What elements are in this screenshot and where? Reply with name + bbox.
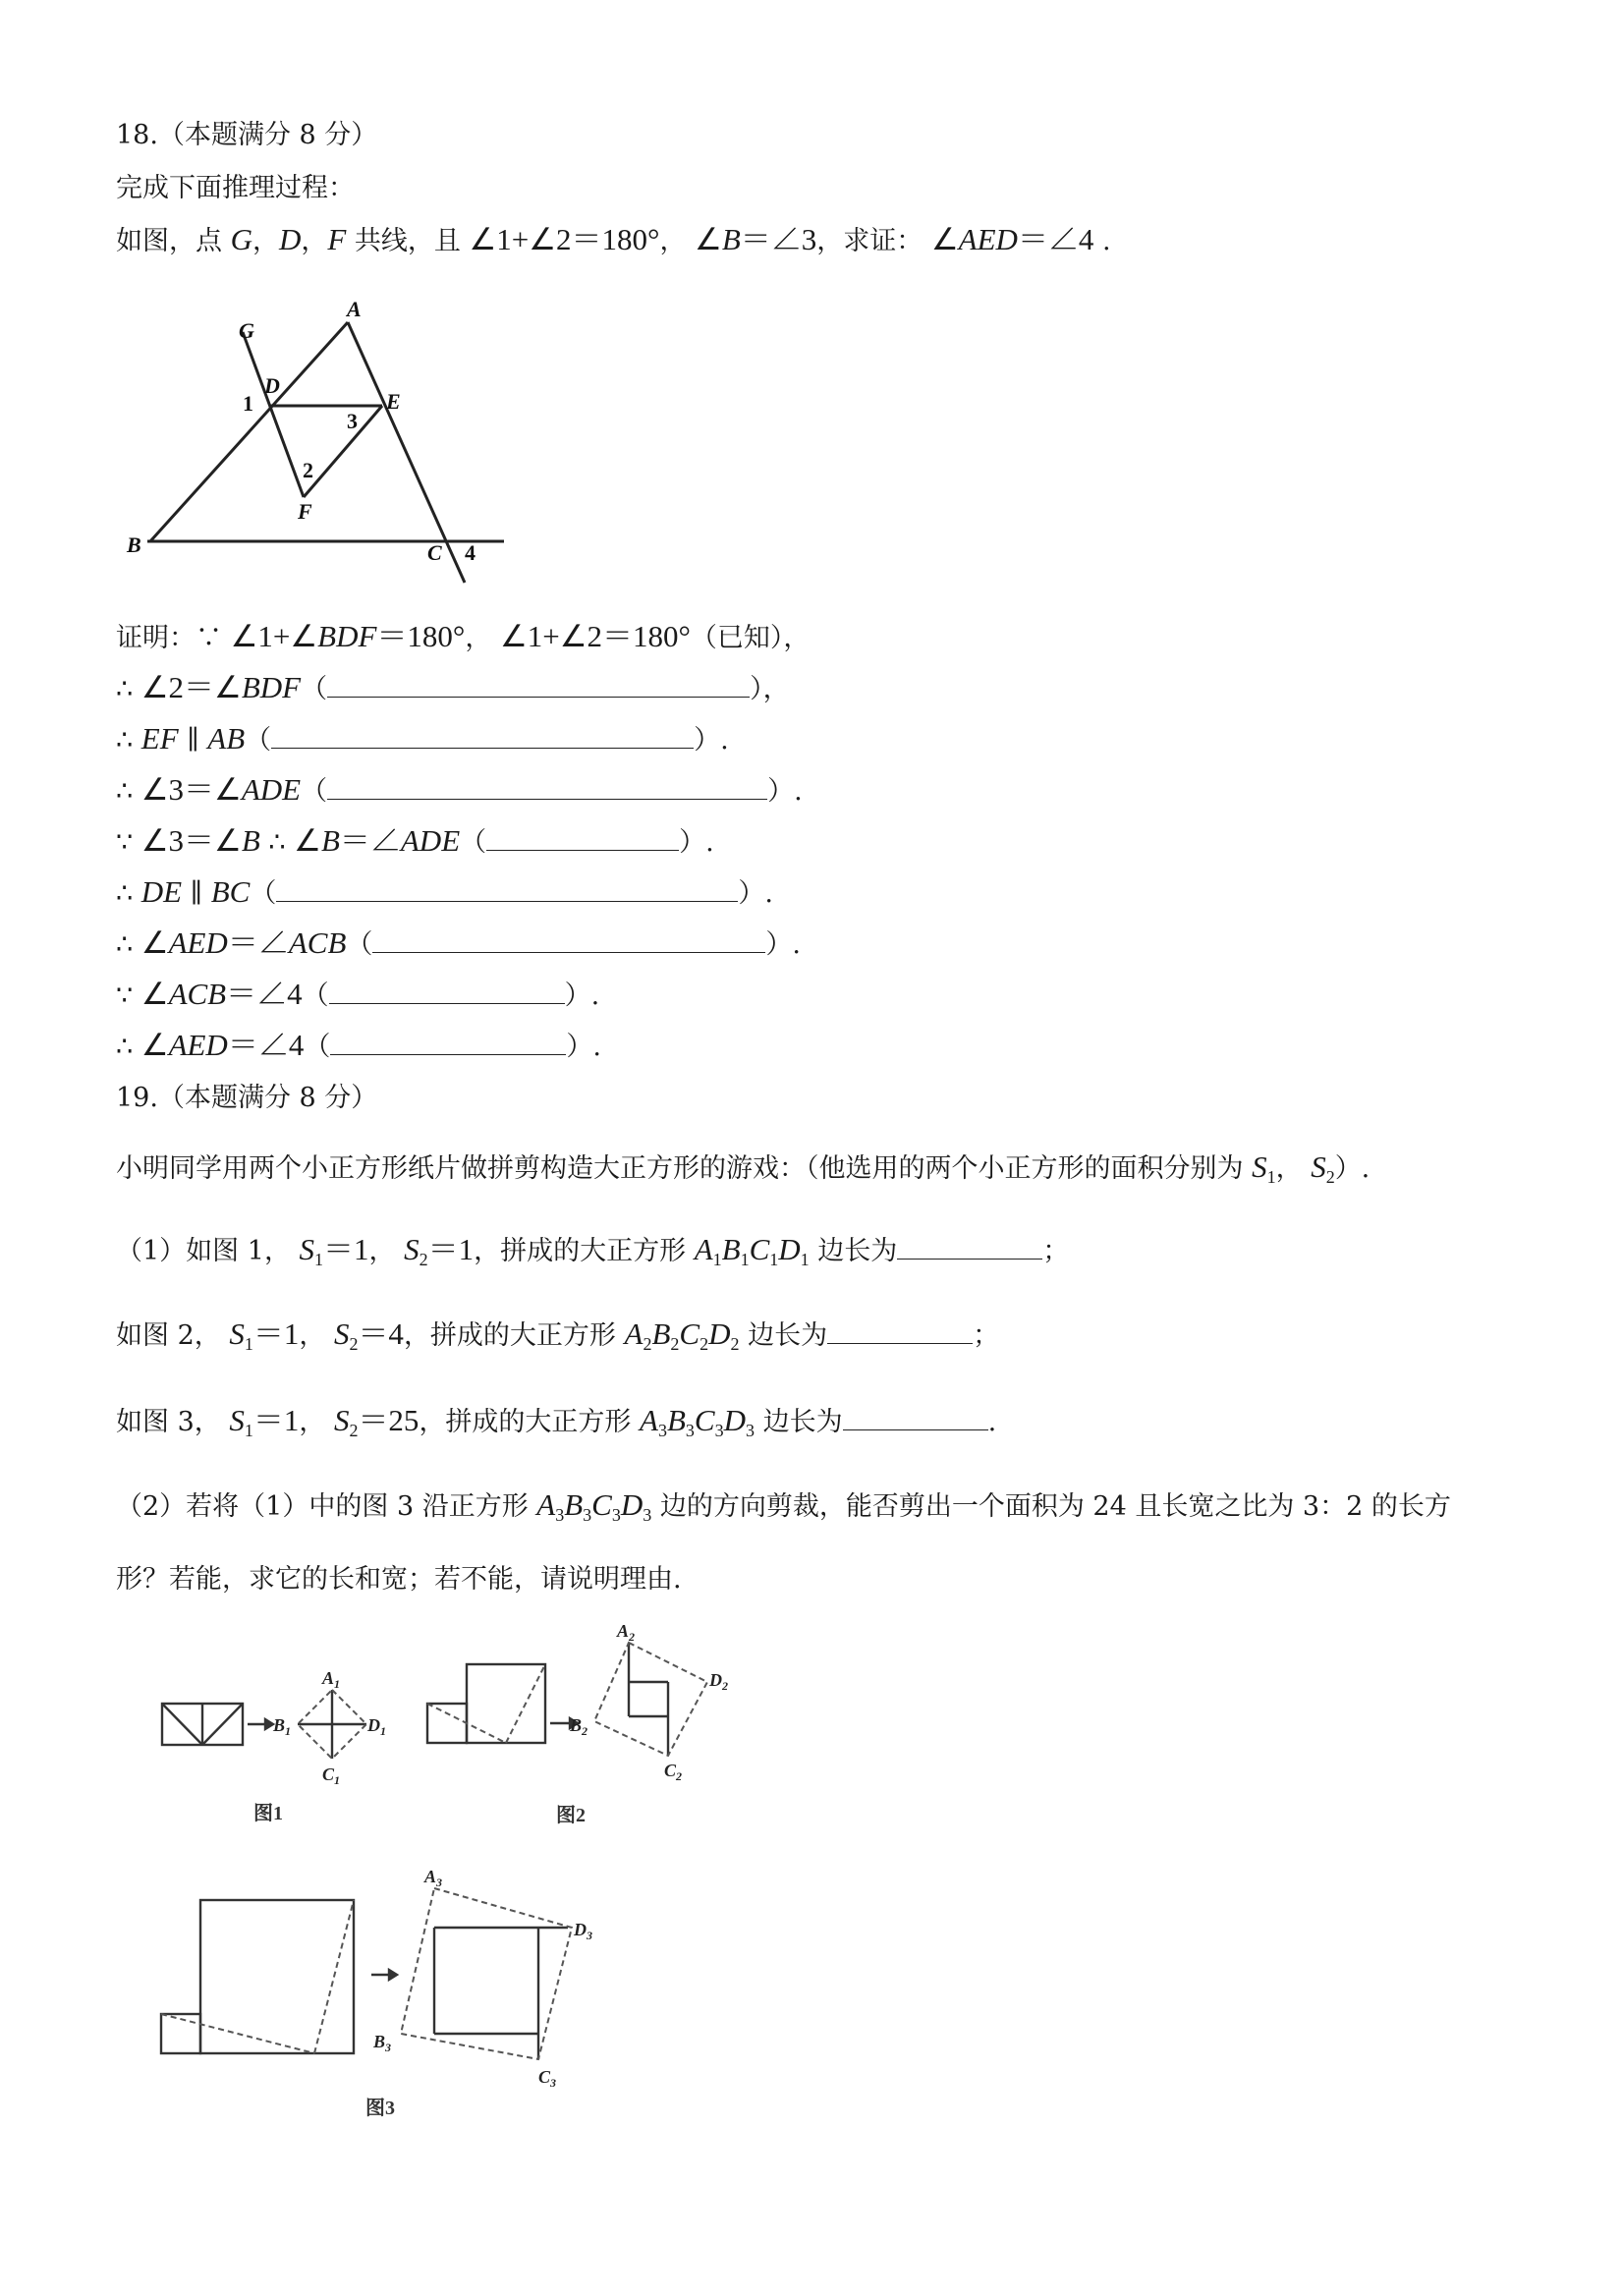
label-E: E bbox=[386, 389, 401, 414]
answer-blank[interactable] bbox=[327, 773, 767, 800]
answer-blank[interactable] bbox=[271, 722, 694, 749]
q19-part1-fig2: 如图 2， $S_1=1$， $S_2=4$，拼成的大正方形 $A_2B_2C_2D_2$ 边长为 ； bbox=[116, 1316, 1000, 1354]
figure-1 bbox=[157, 1660, 403, 1827]
q19-intro: 小明同学用两个小正方形纸片做拼剪构造大正方形的游戏：（他选用的两个小正方形的面积分别为 $S_1$， $S_2$）. bbox=[116, 1149, 1371, 1187]
svg-text:A1: $A_1$ bbox=[322, 1668, 341, 1691]
figure-3 bbox=[147, 1857, 629, 2142]
svg-text:D2: $D_2$ bbox=[709, 1670, 728, 1693]
svg-text:C3: $C_3$ bbox=[538, 2067, 557, 2090]
label-F: F bbox=[298, 499, 312, 524]
label-4: 4 bbox=[465, 540, 476, 565]
svg-text:D3: $D_3$ bbox=[574, 1920, 592, 1942]
proof-line-2: ∴ EF ∥ AB（ ）. bbox=[116, 721, 729, 756]
proof-line-7: ∵ ∠ACB＝∠4（ ）. bbox=[116, 977, 600, 1011]
label-3: 3 bbox=[347, 409, 358, 433]
q19-header: 19.（本题满分 8 分） bbox=[116, 1083, 378, 1113]
label-A: A bbox=[347, 297, 362, 321]
label-2: 2 bbox=[303, 458, 313, 482]
proof-line-6: ∴ ∠AED＝∠ACB（ ）. bbox=[116, 925, 801, 960]
proof-line-4: ∵ ∠3＝∠B ∴ ∠B＝∠ADE（ ）. bbox=[116, 823, 714, 858]
q18-instruction: 完成下面推理过程： bbox=[116, 173, 355, 203]
answer-blank[interactable] bbox=[897, 1233, 1042, 1260]
q18-header: 18.（本题满分 8 分） bbox=[116, 120, 378, 150]
svg-text:A3: $A_3$ bbox=[424, 1867, 443, 1889]
svg-text:D1: $D_1$ bbox=[367, 1715, 386, 1738]
fig2-caption: 图2 bbox=[556, 1805, 586, 1826]
proof-line-0: 证明：∵ ∠1+∠BDF＝180°， ∠1+∠2＝180°（已知）， bbox=[116, 619, 811, 653]
svg-text:C1: $C_1$ bbox=[322, 1764, 341, 1787]
label-D: D bbox=[264, 373, 280, 398]
proof-line-1: ∴ ∠2＝∠BDF（ ）， bbox=[116, 670, 790, 704]
q19-part1-fig1: （1）如图 1， $S_1=1$， $S_2=1$，拼成的大正方形 $A_1B_1C_1D_1$ 边长为 ； bbox=[116, 1232, 1070, 1269]
answer-blank[interactable] bbox=[827, 1317, 973, 1344]
answer-blank[interactable] bbox=[276, 875, 738, 902]
svg-text:B1: $B_1$ bbox=[273, 1715, 292, 1738]
proof-line-3: ∴ ∠3＝∠ADE（ ）. bbox=[116, 772, 803, 807]
svg-text:C2: $C_2$ bbox=[664, 1761, 683, 1783]
svg-text:B2: $B_2$ bbox=[570, 1715, 588, 1738]
answer-blank[interactable] bbox=[327, 671, 750, 698]
q19-part2-line2: 形？若能，求它的长和宽；若不能，请说明理由. bbox=[116, 1564, 682, 1595]
answer-blank[interactable] bbox=[843, 1404, 988, 1430]
fig1-caption: 图1 bbox=[253, 1803, 283, 1824]
label-1: 1 bbox=[243, 391, 253, 416]
label-C: C bbox=[427, 540, 442, 565]
answer-blank[interactable] bbox=[330, 1029, 566, 1055]
label-G: G bbox=[239, 318, 254, 343]
fig3-caption: 图3 bbox=[365, 2098, 395, 2119]
figure-2 bbox=[422, 1621, 747, 1837]
svg-text:B3: $B_3$ bbox=[373, 2032, 392, 2054]
answer-blank[interactable] bbox=[486, 824, 679, 851]
q18-statement: 如图，点 G，D，F 共线，且 ∠1+∠2＝180°， ∠B＝∠3，求证： ∠AED＝∠4 . bbox=[116, 222, 1111, 256]
proof-line-5: ∴ DE ∥ BC（ ）. bbox=[116, 874, 773, 909]
proof-line-8: ∴ ∠AED＝∠4（ ）. bbox=[116, 1028, 601, 1062]
q19-part2-line1: （2）若将（1）中的图 3 沿正方形 $A_3B_3C_3D_3$ 边的方向剪裁，能否剪出一个面积为 24 且长宽之比为 3：2 的长方 bbox=[116, 1487, 1451, 1525]
answer-blank[interactable] bbox=[372, 926, 765, 953]
label-B: B bbox=[127, 532, 141, 557]
q18-triangle-figure bbox=[123, 293, 516, 597]
answer-blank[interactable] bbox=[329, 978, 565, 1004]
svg-text:A2: $A_2$ bbox=[617, 1621, 636, 1644]
q19-part1-fig3: 如图 3， $S_1=1$， $S_2=25$，拼成的大正方形 $A_3B_3C_3D_3$ 边长为 . bbox=[116, 1403, 997, 1440]
